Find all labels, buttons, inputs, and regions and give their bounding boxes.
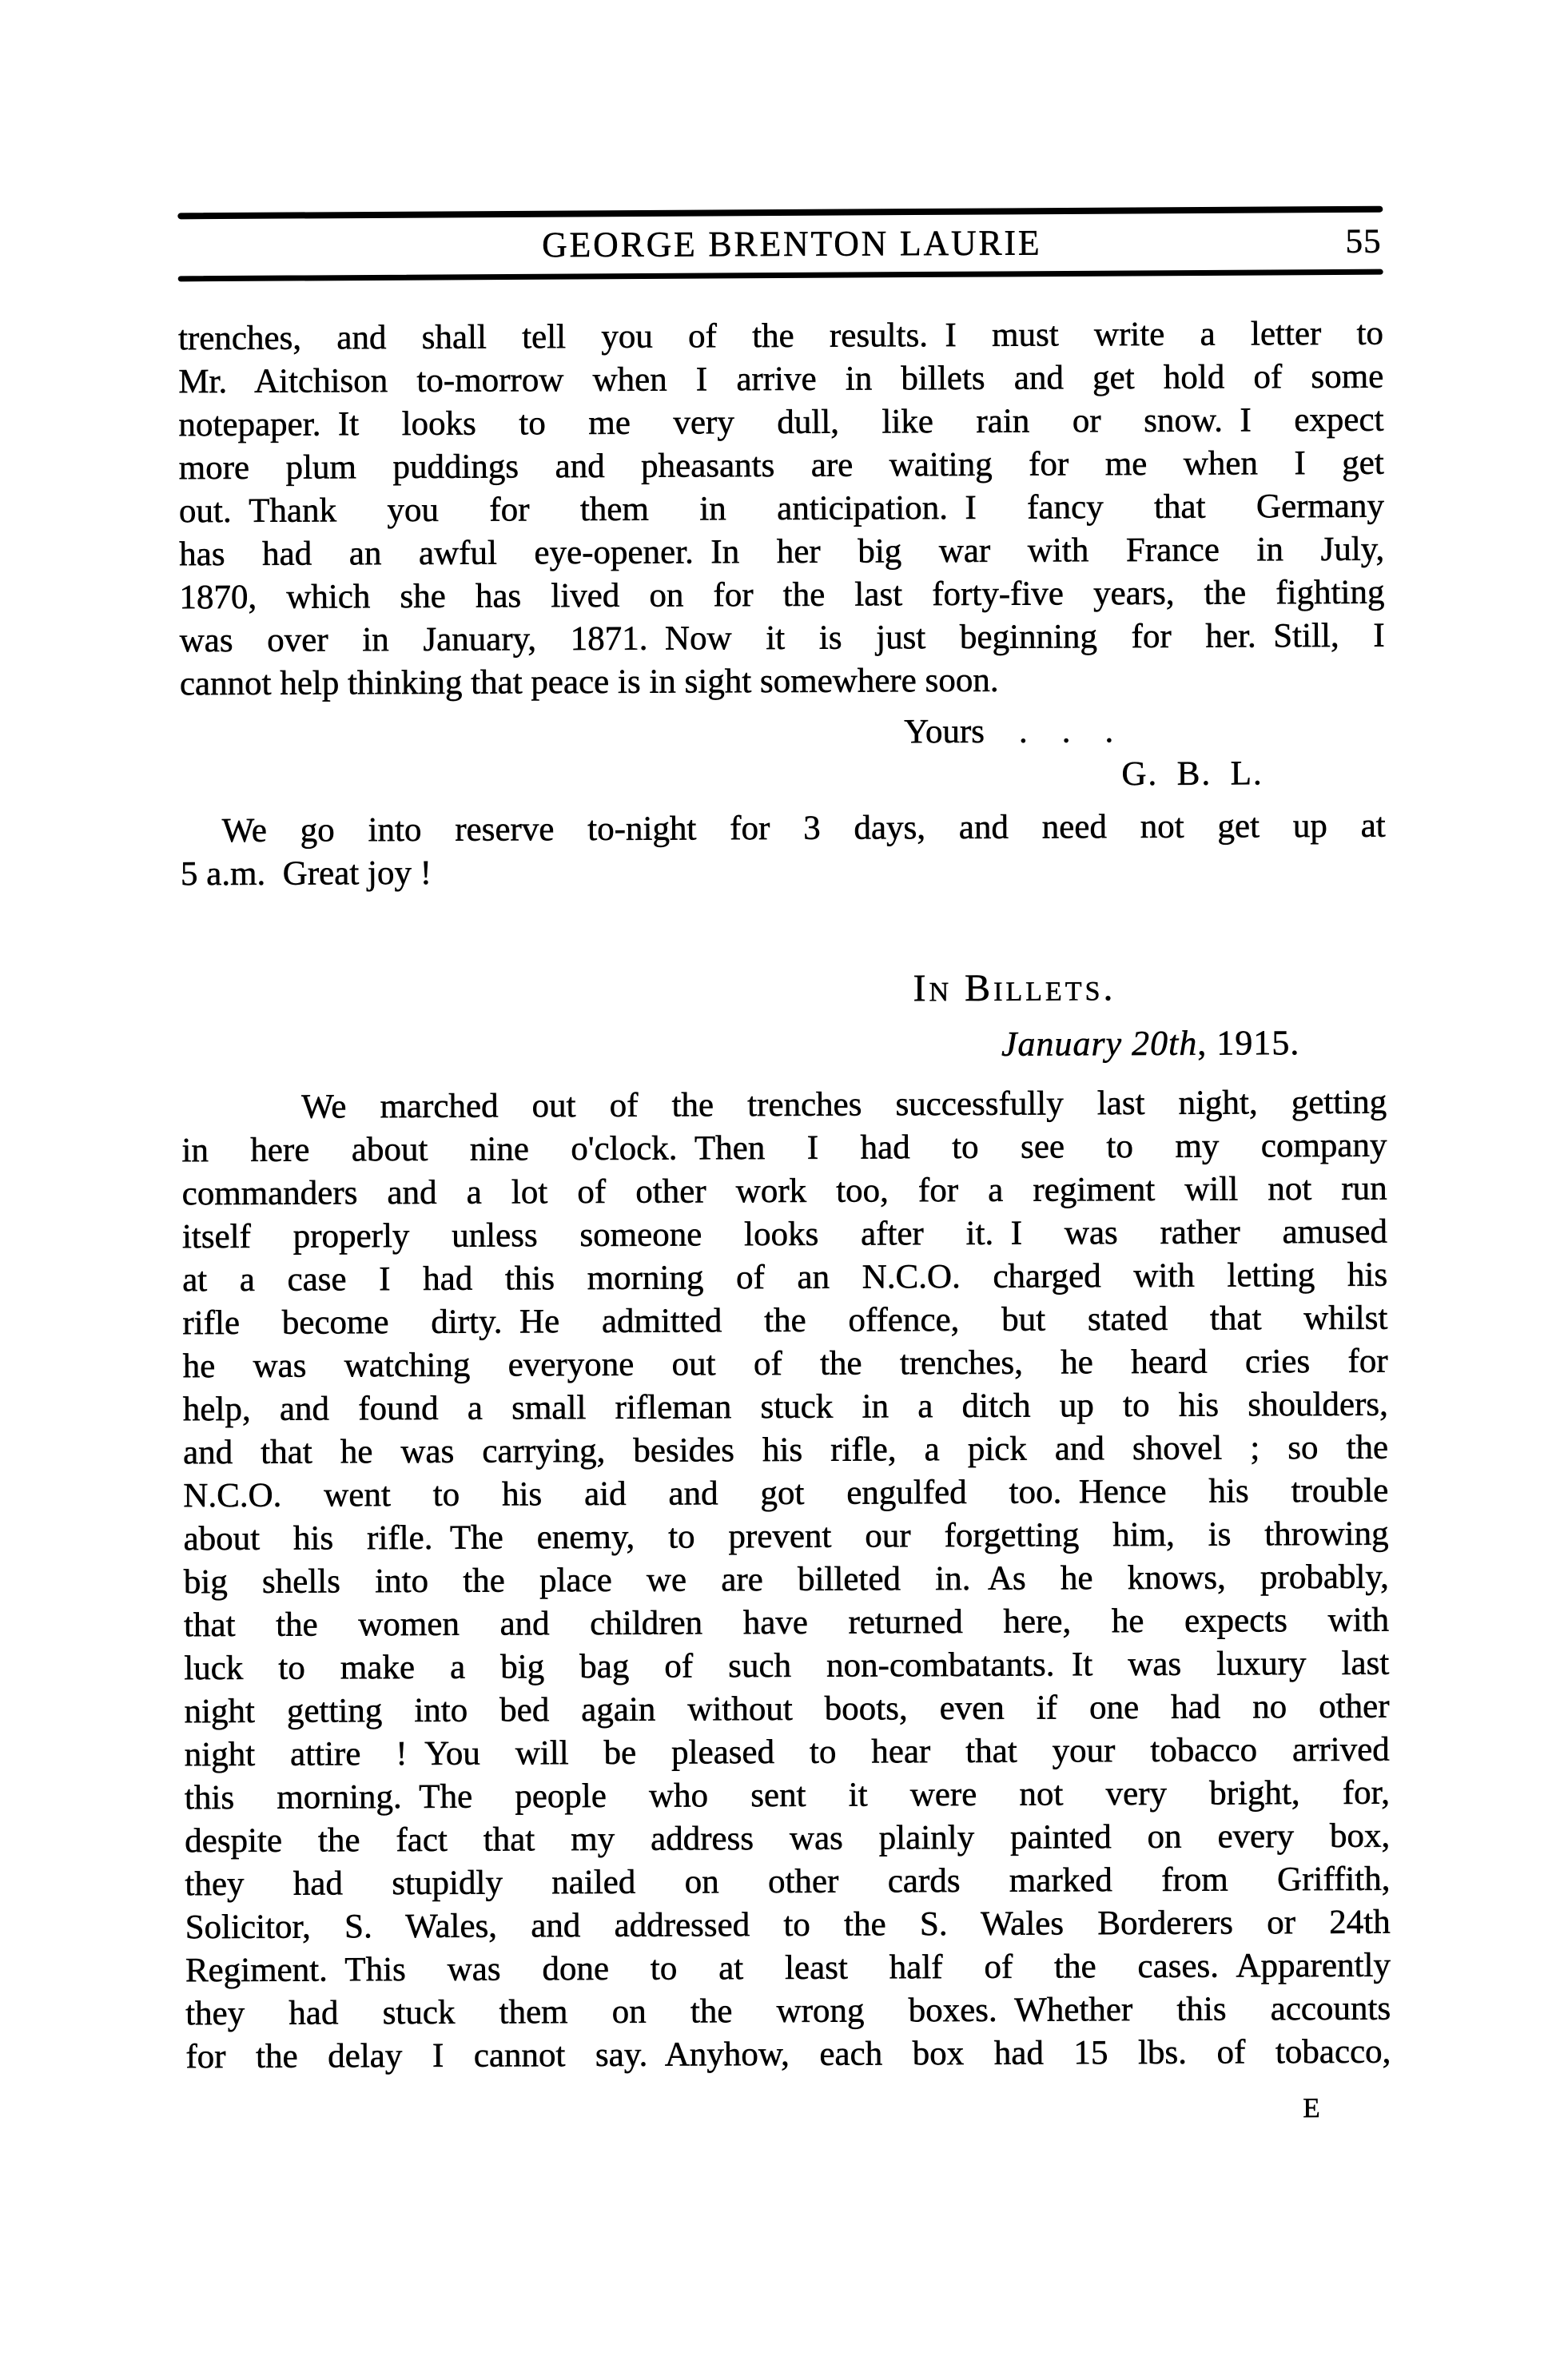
text-line: notepaper. It looks to me very dull, like rain or snow. I expect: [178, 400, 1384, 444]
letter2-date: January 20th: [1001, 1023, 1198, 1064]
text-line: N.C.O. went to his aid and got engulfed too. Hence his trouble: [183, 1471, 1389, 1515]
text-line: trenches, and shall tell you of the results. I must write a letter to: [177, 314, 1384, 358]
text-line: about his rifle. The enemy, to prevent our forgetting him, is throwing: [183, 1514, 1389, 1558]
letter-text: [178, 312, 1391, 2135]
text-line: more plum puddings and pheasants are waiting for me when I get: [178, 444, 1384, 488]
text-line: 5 a.m. Great joy !: [180, 854, 432, 893]
text-line: Solicitor, S. Wales, and addressed to the S. Wales Borderers or 24th: [185, 1903, 1391, 1947]
text-line: for the delay I cannot say. Anyhow, each box had 15 lbs. of tobacco,: [185, 2032, 1391, 2076]
text-line: help, and found a small rifleman stuck in a ditch up to his shoulders,: [182, 1385, 1388, 1429]
text-line: cannot help thinking that peace is in sight somewhere soon.: [179, 661, 999, 703]
text-line: Mr. Aitchison to-morrow when I arrive in billets and get hold of some: [178, 357, 1384, 401]
letter1-postscript: [181, 805, 1386, 897]
running-head: [177, 213, 1383, 276]
text-line: night attire ! You will be pleased to hear that your tobacco arrived: [184, 1730, 1390, 1774]
text-line: big shells into the place we are billeted in. As he knows, probably,: [183, 1558, 1389, 1602]
letter2-dateline: [1001, 1021, 1387, 1067]
page-number: 55: [1345, 222, 1382, 261]
text-line: rifle become dirty. He admitted the offence, but stated that whilst: [182, 1299, 1388, 1343]
text-line: We go into reserve to-night for 3 days, and need not get up at: [221, 806, 1386, 850]
text-line: that the women and children have returned here, he expects with: [183, 1601, 1390, 1645]
text-line: they had stuck them on the wrong boxes. Whether this accounts: [185, 1989, 1391, 2033]
text-line: luck to make a big bag of such non-combatants. It was luxury last: [184, 1644, 1390, 1688]
letter1-paragraph: [178, 312, 1385, 706]
text-line: night getting into bed again without boots, even if one had no other: [184, 1687, 1390, 1731]
running-title: GEORGE BRENTON LAURIE: [541, 222, 1042, 265]
letter1-signoff: Yours . . .: [904, 712, 1114, 751]
text-line: out. Thank you for them in anticipation. I fancy that Germany: [178, 487, 1385, 531]
text-line: Regiment. This was done to at least half of the cases. Apparently: [185, 1946, 1391, 1990]
text-line: at a case I had this morning of an N.C.O. charged with letting his: [182, 1256, 1388, 1299]
section-heading-in-billets: In Billets.: [913, 966, 1116, 1010]
text-line: they had stupidly nailed on other cards marked from Griffith,: [185, 1860, 1391, 1904]
text-line: has had an awful eye-opener. In her big war with France in July,: [179, 530, 1385, 574]
text-line: itself properly unless someone looks after it. I was rather amused: [181, 1212, 1388, 1256]
text-line: We marched out of the trenches successfully last night, getting: [301, 1083, 1387, 1126]
printers-signature-mark: E: [1303, 2092, 1321, 2124]
text-line: commanders and a lot of other work too, for a regiment will not run: [181, 1169, 1387, 1213]
text-line: in here about nine o'clock. Then I had to see to my company: [181, 1126, 1387, 1170]
page-content: [177, 0, 1391, 2135]
text-line: was over in January, 1871. Now it is just beginning for her. Still, I: [179, 616, 1385, 660]
text-line: this morning. The people who sent it were not very bright, for,: [184, 1773, 1391, 1817]
text-line: 1870, which she has lived on for the last forty-five years, the fighting: [179, 573, 1385, 617]
letter2-paragraph: [181, 1081, 1391, 2079]
text-line: despite the fact that my address was plainly painted on every box,: [185, 1817, 1391, 1861]
text-line: he was watching everyone out of the trenches, he heard cries for: [182, 1342, 1388, 1386]
text-line: and that he was carrying, besides his rifle, a pick and shovel ; so the: [183, 1428, 1389, 1472]
letter1-initials: G. B. L.: [1121, 754, 1264, 794]
letter2-year: , 1915.: [1197, 1023, 1300, 1063]
